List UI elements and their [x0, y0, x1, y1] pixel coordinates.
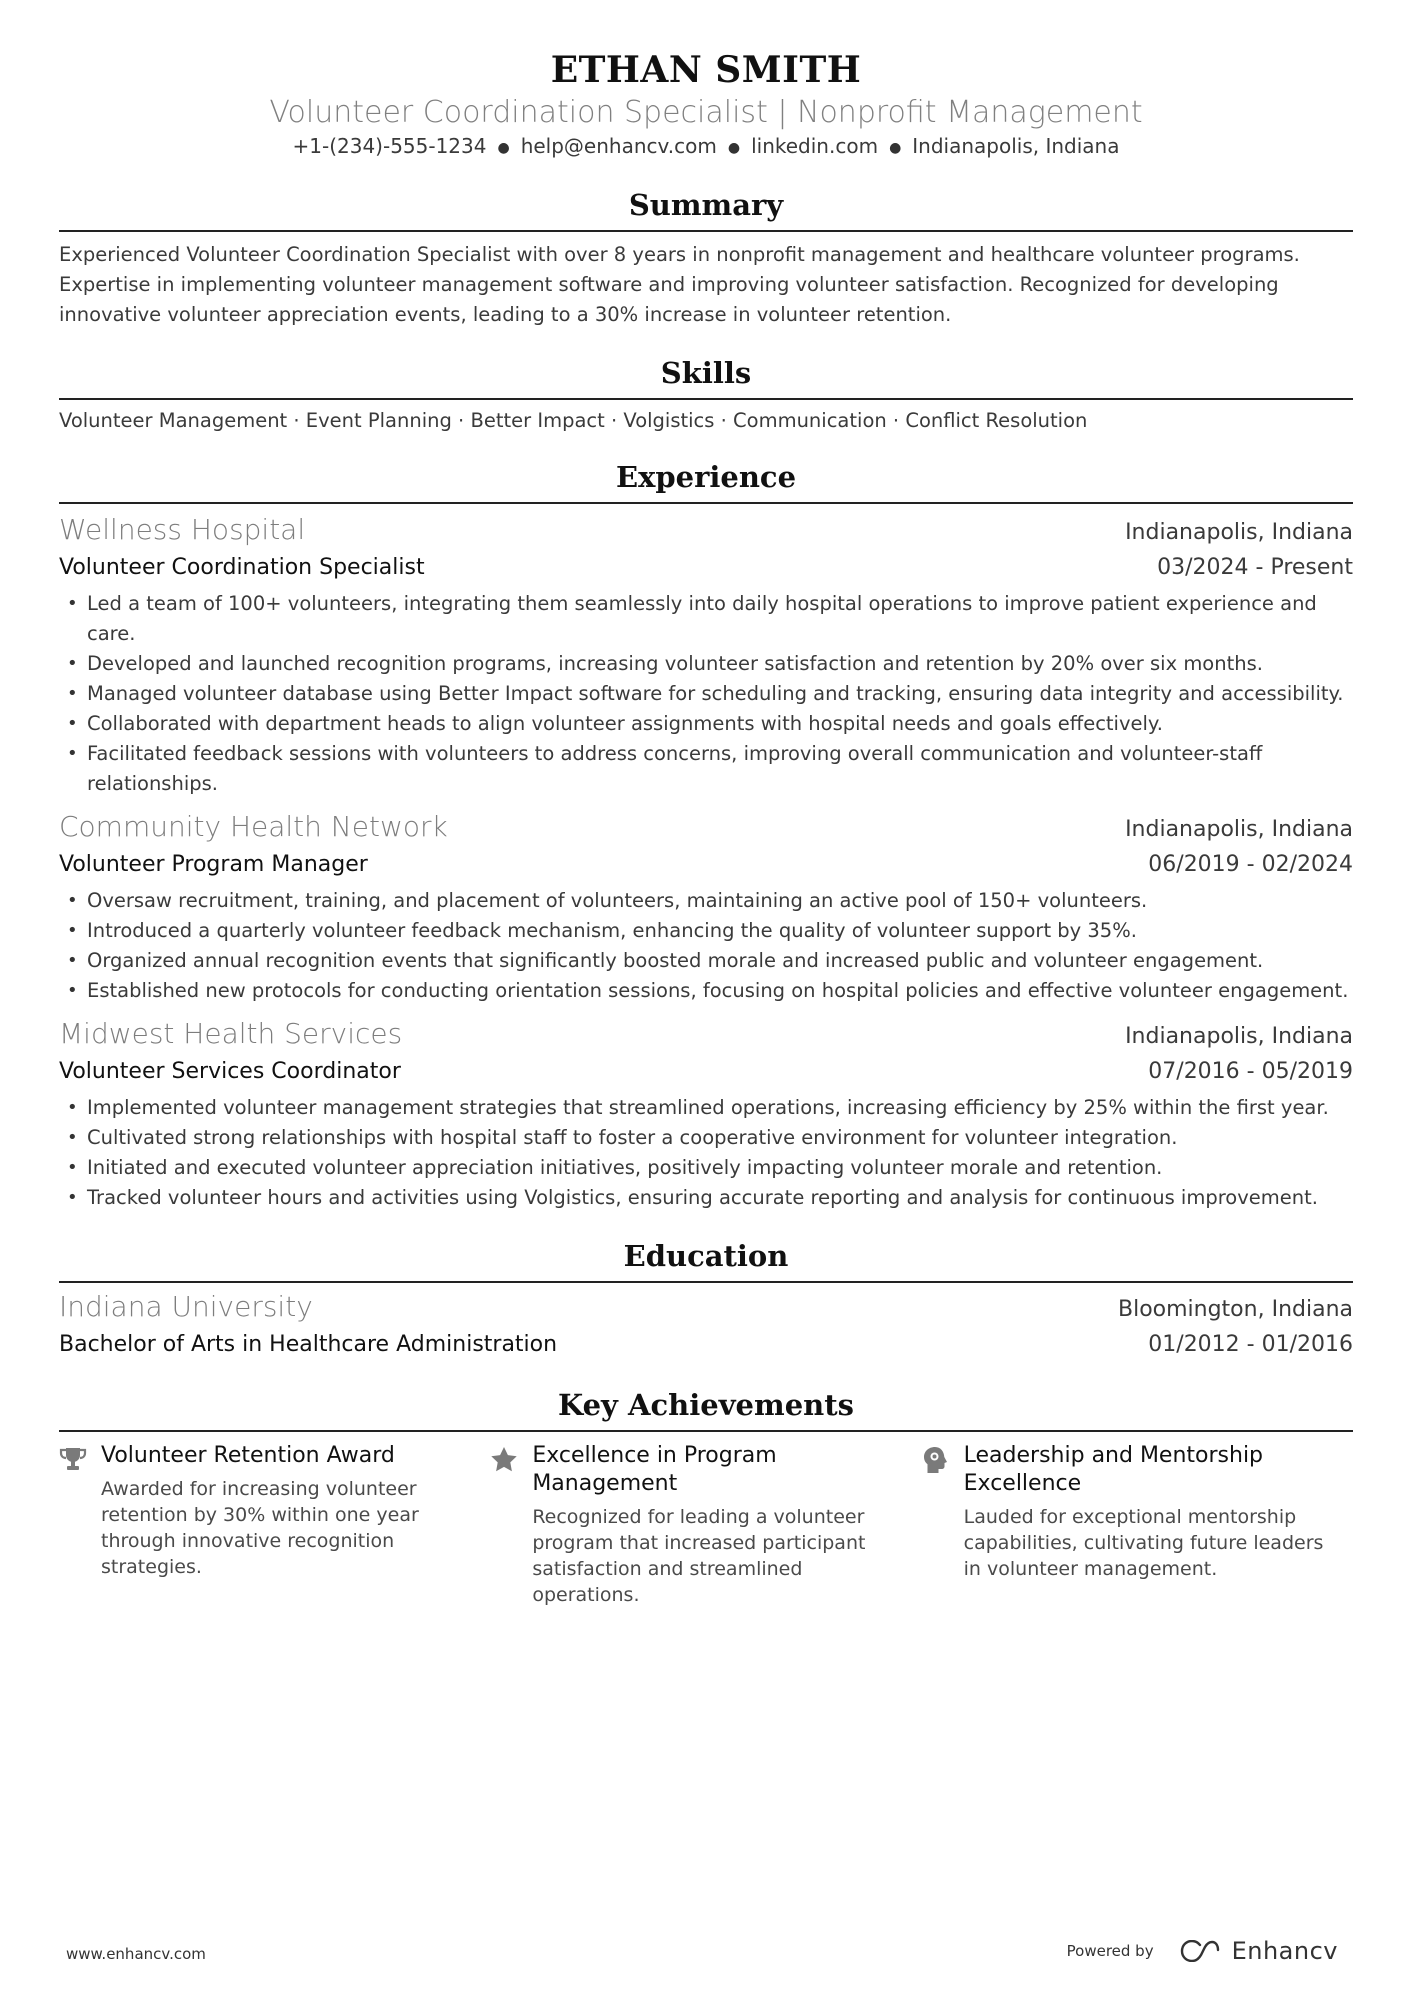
education-location: Bloomington, Indiana [1117, 1296, 1353, 1322]
separator-dot: ● [727, 139, 741, 156]
experience-heading: Experience [59, 458, 1353, 504]
job-location: Indianapolis, Indiana [1125, 1023, 1353, 1049]
achievement-title: Leadership and Mentorship Excellence [963, 1442, 1264, 1496]
job-entry [59, 809, 1353, 1006]
job-bullet: • Introduced a quarterly volunteer feedback mechanism, enhancing the quality of volunteer support by 35%. [59, 916, 1353, 946]
job-bullet: • Tracked volunteer hours and activities using Volgistics, ensuring accurate reporting and analysis for continuous improvement. [59, 1183, 1353, 1213]
education-dates: 01/2012 - 01/2016 [1148, 1331, 1353, 1357]
skills-list: Volunteer Management · Event Planning · Better Impact · Volgistics · Communication · Conflict Resolution [59, 408, 1088, 432]
candidate-name: ETHAN SMITH [550, 49, 862, 91]
job-bullets [59, 589, 1353, 799]
contact-line [59, 132, 1353, 162]
job-bullet: • Implemented volunteer management strategies that streamlined operations, increasing efficiency by 25% within the first year. [59, 1093, 1353, 1123]
job-dates: 06/2019 - 02/2024 [1148, 851, 1353, 877]
star-icon [490, 1442, 532, 1608]
footer-branding [1067, 1937, 1338, 1965]
job-bullet: • Established new protocols for conducting orientation sessions, focusing on hospital policies and effective volunteer engagement. [59, 976, 1353, 1006]
achievement-item [490, 1442, 921, 1608]
footer-website[interactable]: www.enhancv.com [66, 1945, 206, 1963]
job-company: Community Health Network [59, 809, 448, 843]
job-bullets [59, 886, 1353, 1006]
job-dates: 07/2016 - 05/2019 [1148, 1058, 1353, 1084]
job-bullet: • Collaborated with department heads to align volunteer assignments with hospital needs and goals effectively. [59, 709, 1353, 739]
achievements-heading: Key Achievements [59, 1386, 1353, 1432]
achievements-grid [59, 1442, 1353, 1608]
achievement-desc: Lauded for exceptional mentorship capabilities, cultivating future leaders in volunteer management. [963, 1505, 1324, 1580]
separator-dot: ● [497, 139, 510, 156]
contact-email[interactable]: help@enhancv.com [520, 134, 717, 158]
contact-location: Indianapolis, Indiana [912, 134, 1120, 158]
enhancv-logo[interactable] [1180, 1937, 1338, 1965]
trophy-icon [59, 1442, 101, 1608]
summary-heading: Summary [59, 186, 1353, 232]
job-dates: 03/2024 - Present [1157, 554, 1353, 580]
skills-heading: Skills [59, 354, 1353, 400]
education-heading: Education [59, 1237, 1353, 1283]
achievement-item [922, 1442, 1353, 1608]
summary-text: Experienced Volunteer Coordination Specialist with over 8 years in nonprofit management and healthcare volunteer programs. Expertise in implementing volunteer management software and improving volunteer satisfaction. Recognized for developing innovative volunteer appreciation events, leading to a 30% increase in volunteer retention. [59, 242, 1300, 326]
job-company: Midwest Health Services [59, 1016, 403, 1050]
job-bullet: • Managed volunteer database using Better Impact software for scheduling and tracking, ensuring data integrity and accessibility. [59, 679, 1353, 709]
achievement-item [59, 1442, 490, 1608]
job-bullet: • Developed and launched recognition programs, increasing volunteer satisfaction and retention by 20% over six months. [59, 649, 1353, 679]
achievement-desc: Awarded for increasing volunteer retention by 30% within one year through innovative recognition strategies. [101, 1477, 419, 1578]
contact-linkedin[interactable]: linkedin.com [751, 134, 879, 158]
job-company: Wellness Hospital [59, 512, 306, 546]
job-bullets [59, 1093, 1353, 1213]
powered-by-label: Powered by [1066, 1942, 1154, 1960]
achievement-title: Excellence in Program Management [532, 1442, 777, 1496]
job-location: Indianapolis, Indiana [1125, 519, 1353, 545]
job-entry [59, 1016, 1353, 1213]
job-location: Indianapolis, Indiana [1125, 816, 1353, 842]
separator-dot: ● [889, 139, 902, 156]
job-role: Volunteer Services Coordinator [59, 1058, 401, 1084]
job-role: Volunteer Coordination Specialist [59, 554, 425, 580]
resume-page [59, 0, 1353, 1608]
resume-header [59, 0, 1353, 162]
job-bullet: • Led a team of 100+ volunteers, integrating them seamlessly into daily hospital operations to improve patient experience and care. [59, 589, 1353, 649]
achievement-desc: Recognized for leading a volunteer program that increased participant satisfaction and streamlined operations. [532, 1505, 866, 1606]
job-bullet: • Oversaw recruitment, training, and placement of volunteers, maintaining an active pool of 150+ volunteers. [59, 886, 1353, 916]
enhancv-logo-text: Enhancv [1231, 1937, 1338, 1965]
job-entry [59, 512, 1353, 799]
education-degree: Bachelor of Arts in Healthcare Administration [59, 1331, 558, 1357]
job-bullet: • Initiated and executed volunteer appreciation initiatives, positively impacting volunteer morale and retention. [59, 1153, 1353, 1183]
candidate-title: Volunteer Coordination Specialist | Nonprofit Management [269, 95, 1143, 130]
achievement-title: Volunteer Retention Award [101, 1442, 395, 1468]
job-bullet: • Facilitated feedback sessions with volunteers to address concerns, improving overall communication and volunteer-staff relationships. [59, 739, 1353, 799]
job-bullet: • Cultivated strong relationships with hospital staff to foster a cooperative environment for volunteer integration. [59, 1123, 1353, 1153]
enhancv-logo-icon [1180, 1940, 1224, 1962]
job-role: Volunteer Program Manager [59, 851, 368, 877]
contact-phone: +1-(234)-555-1234 [292, 134, 487, 158]
education-school: Indiana University [59, 1289, 313, 1323]
head-idea-icon [922, 1442, 964, 1608]
education-entry [59, 1289, 1353, 1362]
job-bullet: • Organized annual recognition events that significantly boosted morale and increased public and volunteer engagement. [59, 946, 1353, 976]
